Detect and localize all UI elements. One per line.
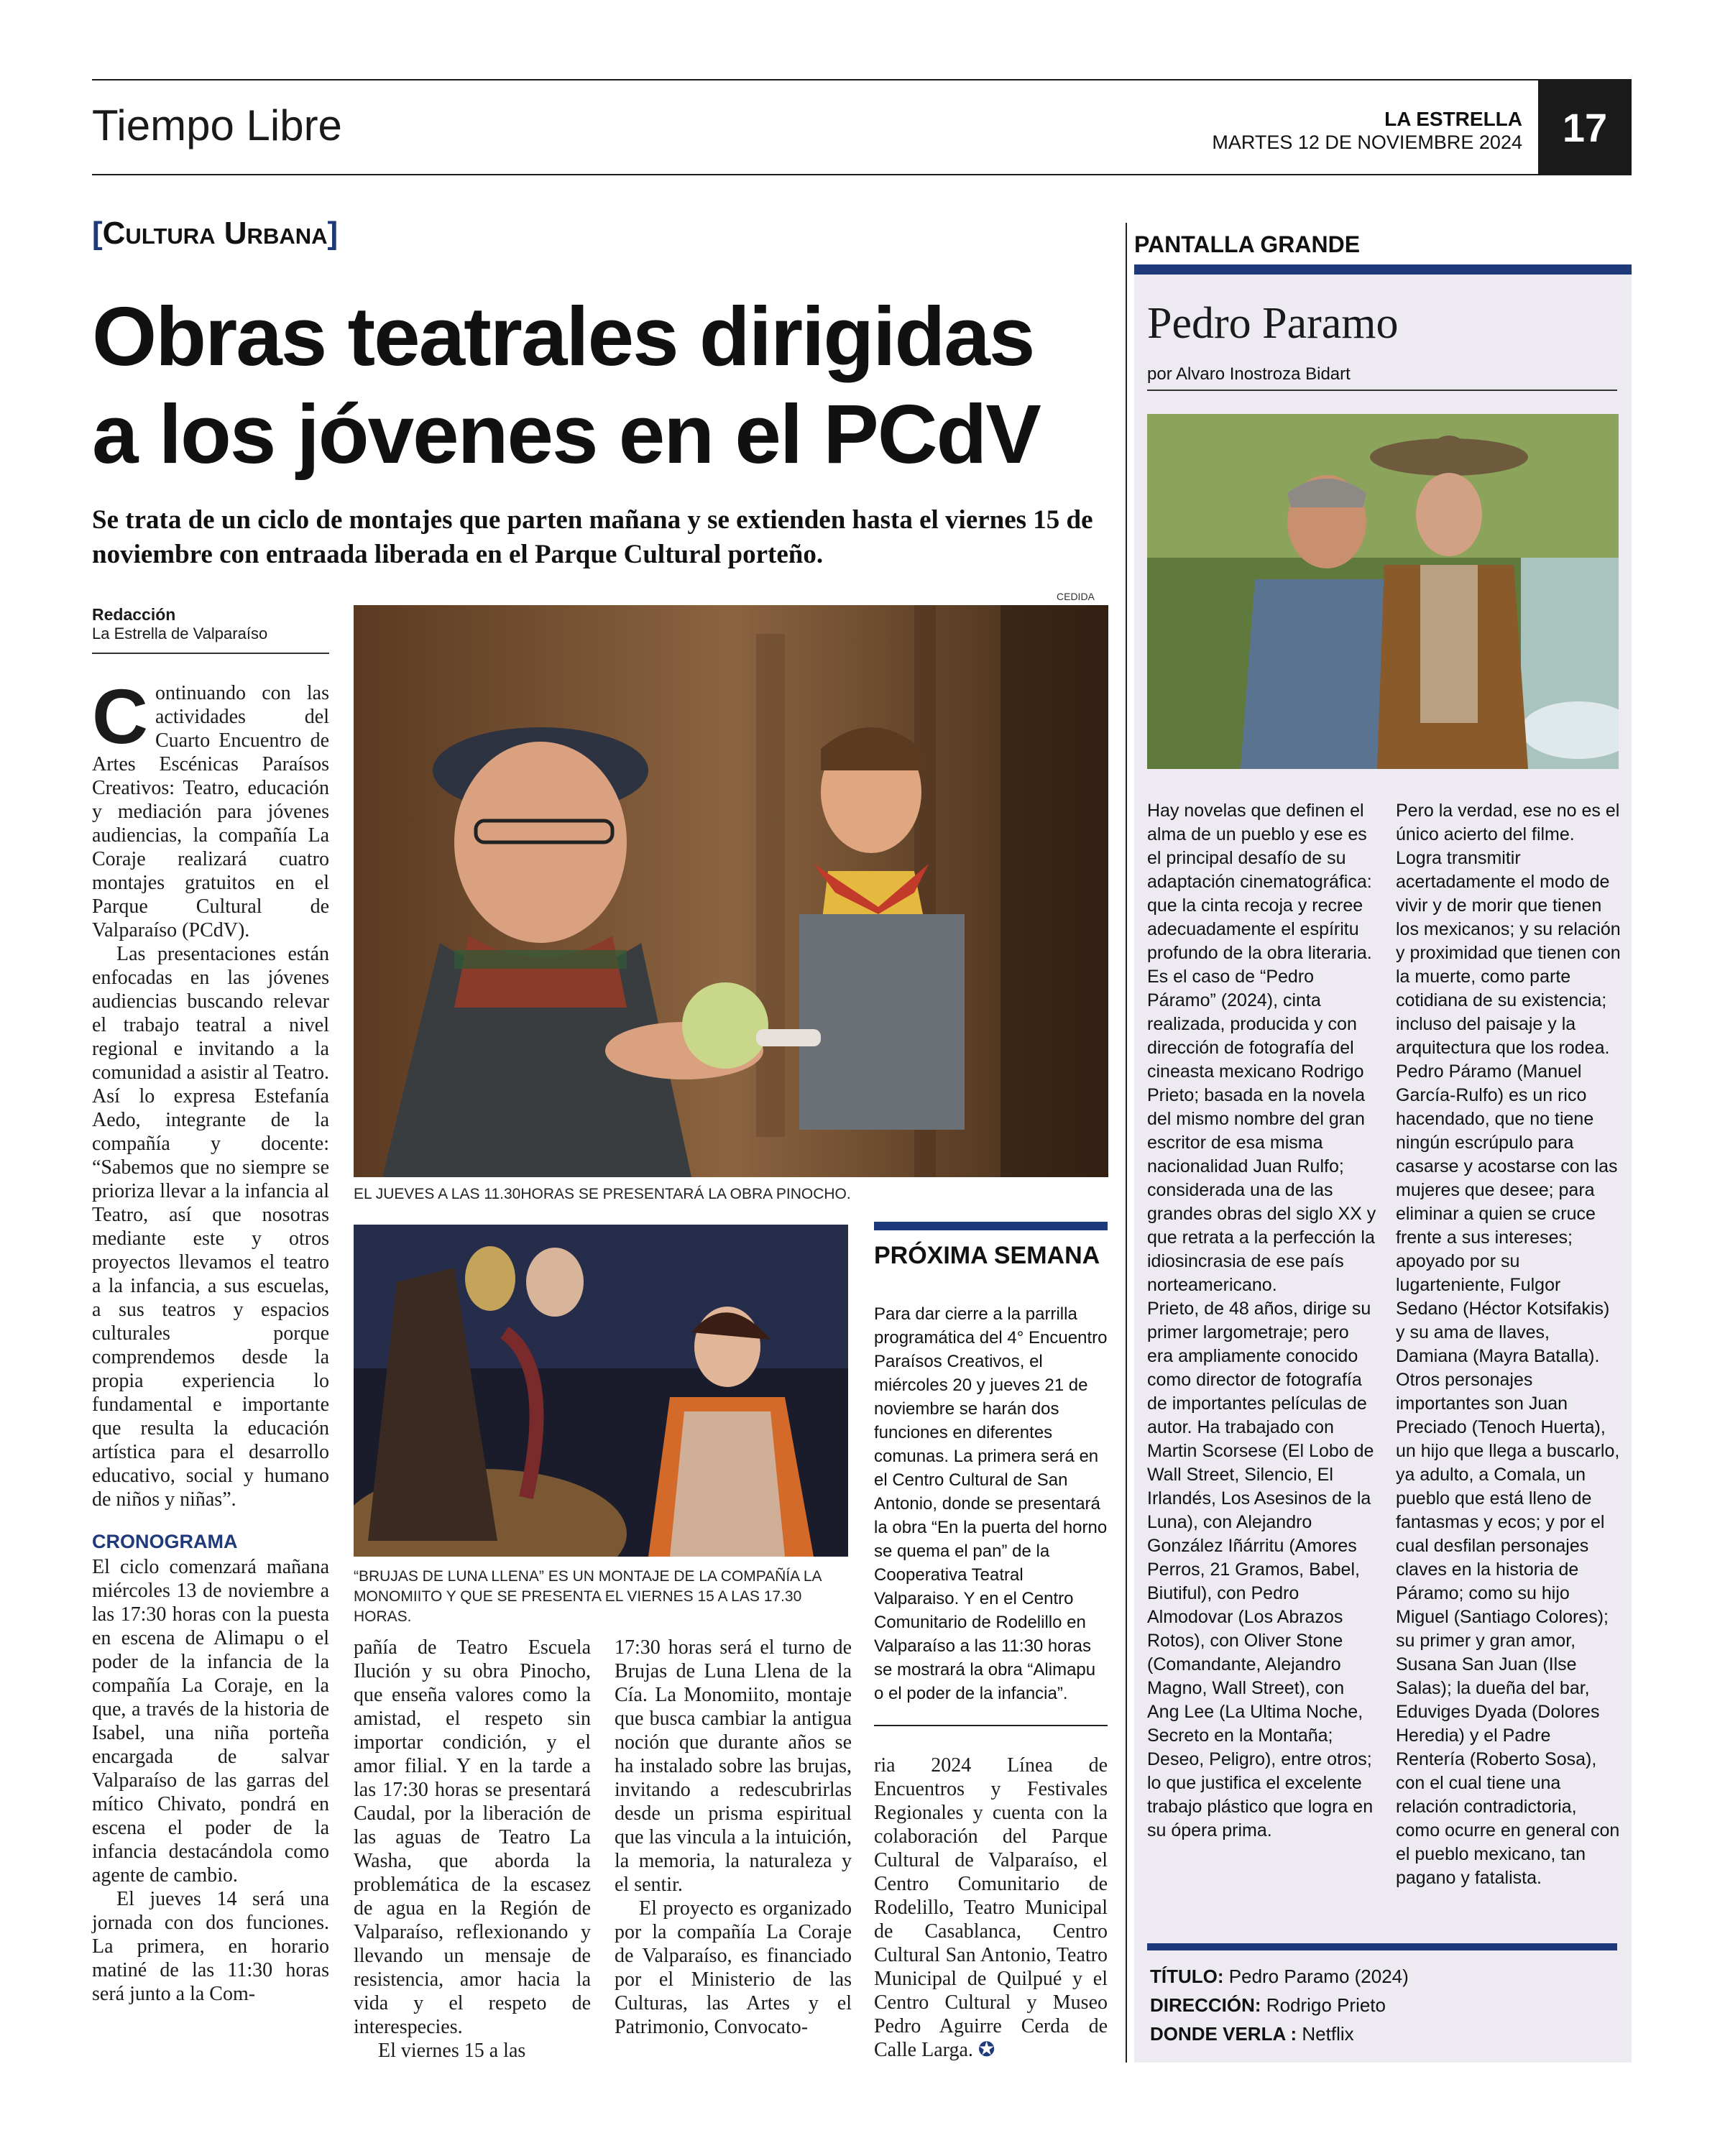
masthead (1212, 108, 1522, 154)
article-column-4 (874, 1754, 1108, 2062)
paragraph-9-text: ria 2024 Línea de Encuentros y Festivales Regionales y cuenta con la colaboración del Parque Cultural de Valparaíso, el Centro Comunitario de Rodelillo, Teatro Municipal de Casablanca, Centro Cultural San Antonio, Teatro Municipal de Quilpué y el Centro Cultural y Museo Pedro Aguirre Cerda de Calle Larga. (874, 1754, 1108, 2061)
caption-brujas: “BRUJAS DE LUNA LLENA” ES UN MONTAJE DE LA COMPAÑÍA LA MONOMIITO Y QUE SE PRESENTA EL VIERNES 15 A LAS 17.30 HORAS. (354, 1568, 822, 1625)
sidebar-bar (1134, 264, 1632, 275)
article-paragraph-9 (874, 1754, 1108, 2062)
headline-line-1: Obras teatrales dirigidas (92, 290, 1034, 383)
next-week-rule (874, 1725, 1108, 1726)
article-paragraph-6: El viernes 15 a las (378, 2040, 526, 2062)
header-top-rule (92, 79, 1632, 80)
newspaper-name: LA ESTRELLA (1384, 108, 1522, 130)
sidebar-column-a (1147, 799, 1377, 1843)
article-kicker (92, 216, 338, 252)
article-headline (92, 287, 1127, 483)
sidebar-column-b (1396, 799, 1623, 1890)
info-where-row (1150, 2019, 1409, 2048)
kicker-bracket-open: [ (92, 216, 103, 251)
photo-credit: CEDIDA (1057, 591, 1095, 602)
kicker-bracket-close: ] (327, 216, 339, 251)
author-outlet: La Estrella de Valparaíso (92, 625, 268, 642)
info-where-label: DONDE VERLA : (1150, 2023, 1297, 2045)
review-paragraph-3: Prieto, de 48 años, dirige su primer largometraje; pero era ampliamente conocido como director de fotografía de importantes películas de autor. Ha trabajado con Martin Scorsese (El Lobo de Wall Street, Silencio, El Irlandés, Los Asesinos de la Luna), con Alejandro González Iñárritu (Amores Perros, 21 Gramos, Babel, Biutiful), con Pedro Almodovar (Los Abrazos Rotos), con Oliver Stone (Comandante, Alejandro Magno, Wall Street), con Ang Lee (La Ultima Noche, Secreto en la Montaña; Deseo, Peligro), entre otros; lo que justifica el excelente trabajo plástico que logra en su ópera prima. (1147, 1299, 1374, 1841)
article-column-1 (92, 673, 329, 2006)
sidebar-title: Pedro Paramo (1147, 299, 1399, 348)
photo-brujas (354, 1225, 848, 1557)
section-title: Tiempo Libre (92, 101, 342, 149)
next-week-text: Para dar cierre a la parrilla programática del 4° Encuentro Paraísos Creativos, el miércoles 20 y jueves 21 de noviembre se harán dos funciones en diferentes comunas. La primera será en el Centro Cultural de San Antonio, donde se presentará la obra “En la puerta del horno se quema el pan” de la Cooperativa Teatral Valparaiso. Y en el Centro Comunitario de Rodelillo en Valparaíso a las 11:30 horas se mostrará la obra “Alimapu o el poder de la infancia”. (874, 1304, 1108, 1703)
next-week-bar (874, 1222, 1108, 1230)
header-bottom-rule (92, 174, 1632, 175)
byline-rule (92, 653, 329, 654)
headline-line-2: a los jóvenes en el PCdV (92, 387, 1040, 481)
pinocho-photo-image (354, 605, 1108, 1177)
info-box-rule (1147, 1943, 1617, 1950)
article-deck: Se trata de un ciclo de montajes que parten mañana y se extienden hasta el viernes 15 de noviembre con entraada liberada en el Parque Cultural porteño. (92, 505, 1093, 569)
article-column-2 (354, 1636, 591, 2063)
issue-date: MARTES 12 DE NOVIEMBRE 2024 (1212, 132, 1522, 153)
article-paragraph-2: Las presentaciones están enfocadas en las jóvenes audiencias buscando relevar el trabajo teatral a nivel regional e invitando a la comunidad a asistir al Teatro. Así lo expresa Estefanía Aedo, integrante de la compañía y docente: “Sabemos que no siempre se prioriza llevar a la infancia al Teatro, así que nosotras mediante este y otros proyectos llevamos el teatro a la infancia, a sus escuelas, a sus teatros y espacios culturales porque comprendemos desde la propia experiencia lo fundamental e importante que resulta la educación artística para el desarrollo educativo, social y humano de niños y niñas”. (92, 943, 329, 1511)
page-number: 17 (1538, 80, 1632, 174)
end-mark-icon: ✪ (978, 2039, 995, 2061)
photo-pedro-paramo (1147, 414, 1619, 769)
sidebar-label: PANTALLA GRANDE (1134, 231, 1361, 257)
article-paragraph-8: El proyecto es organizado por la compañía La Coraje de Valparaíso, es financiado por el Ministerio de las Culturas, las Artes y el Patrimonio, Convocato- (615, 1897, 852, 2038)
caption-pinocho: EL JUEVES A LAS 11.30HORAS SE PRESENTARÁ LA OBRA PINOCHO. (354, 1186, 851, 1202)
sidebar-byline: por Alvaro Inostroza Bidart (1147, 364, 1351, 384)
author-name: Redacción (92, 605, 176, 624)
review-paragraph-2: Es el caso de “Pedro Páramo” (2024), cinta realizada, producida y con dirección de fotografía del cineasta mexicano Rodrigo Prieto; basada en la novela del mismo nombre del gran escritor de esa misma nacionalidad Juan Rulfo; considerada una de las grandes obras del siglo XX y que retrata a la perfección la idiosincrasia de ese país norteamericano. (1147, 967, 1376, 1295)
info-director-label: DIRECCIÓN: (1150, 1994, 1261, 2016)
pedro-paramo-photo-image (1147, 414, 1619, 769)
article-paragraph-4: El jueves 14 será una jornada con dos funciones. La primera, en horario matiné de las 11:30 horas será junto a la Com- (92, 1888, 329, 2005)
next-week-title: PRÓXIMA SEMANA (874, 1242, 1100, 1269)
review-paragraph-1: Hay novelas que definen el alma de un pueblo y ese es el principal desafío de su adaptación cinematográfica: que la cinta recoja y recree adecuadamente el espíritu profundo de la obra literaria. (1147, 801, 1372, 963)
review-paragraph-4: Pero la verdad, ese no es el único acierto del filme. Logra transmitir acertadamente el modo de vivir y de morir que tienen los mexicanos; y su relación y proximidad que tienen con la muerte, como parte cotidiana de su existencia; incluso del paisaje y la arquitectura que los rodea. (1396, 801, 1621, 1058)
article-paragraph-7: 17:30 horas será el turno de Brujas de Luna Llena de la Cía. La Monomiito, montaje que busca cambiar la antigua noción que durante años se ha instalado sobre las brujas, invitando a redescubrirlas desde un prisma espiritual que las vincula a la intuición, la memoria, la naturaleza y el sentir. (615, 1636, 852, 1896)
info-box (1150, 1962, 1409, 2048)
info-title-value: Pedro Paramo (2024) (1228, 1966, 1409, 1987)
article-paragraph-1 (92, 673, 329, 942)
brujas-photo-image (354, 1225, 848, 1557)
byline (92, 605, 329, 643)
article-column-3 (615, 1636, 852, 2039)
info-title-row (1150, 1962, 1409, 1991)
review-paragraph-5: Pedro Páramo (Manuel García-Rulfo) es un rico hacendado, que no tiene ningún escrúpulo para casarse y acostarse con las mujeres que desee; para eliminar a quien se cruce frente a sus intereses; apoyado por su lugarteniente, Fulgor Sedano (Héctor Kotsifakis) y su ama de llaves, Damiana (Mayra Batalla). Otros personajes importantes son Juan Preciado (Tenoch Huerta), un hijo que llega a buscarlo, ya adulto, a Comala, un pueblo que está lleno de fantasmas y ecos; y por el cual desfilan personajes claves en la historia de Páramo; como su hijo Miguel (Santiago Colores); su primer y gran amor, Susana San Juan (Ilse Salas); la dueña del bar, Eduviges Dyada (Dolores Heredia) y el Padre Rentería (Roberto Sosa), con el cual tiene una relación contradictoria, como ocurre en general con el pueblo mexicano, tan pagano y fatalista. (1396, 1061, 1620, 1888)
sidebar-divider (1126, 223, 1127, 2063)
paragraph-1-text: ontinuando con las actividades del Cuarto Encuentro de Artes Escénicas Paraísos Creativos: Teatro, educación y mediación para jóvenes audiencias, la compañía La Coraje realizará cuatro montajes gratuitos en el Parque Cultural de Valparaíso (PCdV). (92, 682, 329, 941)
photo-pinocho (354, 605, 1108, 1177)
info-director-value: Rodrigo Prieto (1266, 1994, 1386, 2016)
info-title-label: TÍTULO: (1150, 1966, 1224, 1987)
subhead-cronograma: CRONOGRAMA (92, 1531, 238, 1552)
article-paragraph-5: pañía de Teatro Escuela Ilución y su obra Pinocho, que enseña valores como la amistad, el respeto sin importar condición, y el amor filial. Y en la tarde a las 17:30 horas se presentará Caudal, por la liberación de las aguas de Teatro La Washa, que aborda la problemática de la escasez de agua en la Región de Valparaíso, reflexionando y llevando un mensaje de resistencia, amor hacia la vida y el respeto de interespecies. (354, 1636, 591, 2038)
info-director-row (1150, 1991, 1409, 2019)
article-paragraph-3: El ciclo comenzará mañana miércoles 13 de noviembre a las 17:30 horas con la puesta en escena de Alimapu o el poder de la infancia de la compañía La Coraje, en la que, a través de la historia de Isabel, una niña porteña encargada de salvar Valparaíso de las garras del mítico Chivato, pondrá en escena el poder de la infancia destacándola como agente de cambio. (92, 1556, 329, 1886)
drop-cap: C (92, 673, 148, 760)
sidebar-byline-rule (1147, 390, 1617, 391)
info-where-value: Netflix (1302, 2023, 1354, 2045)
kicker-text: Cultura Urbana (102, 216, 328, 251)
